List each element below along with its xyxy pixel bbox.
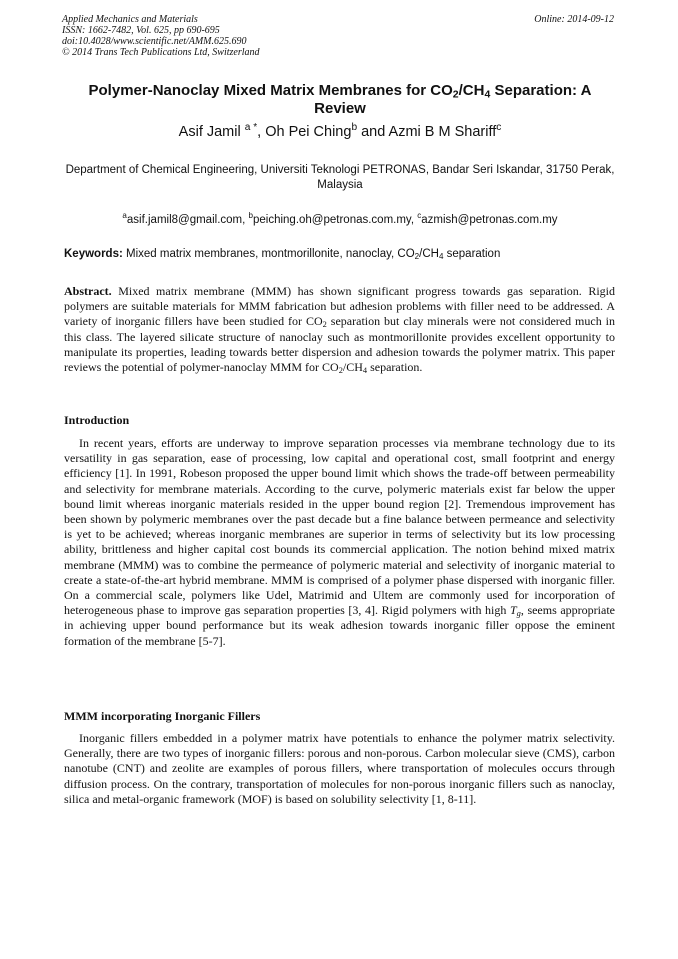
journal-issn: ISSN: 1662-7482, Vol. 625, pp 690-695 — [62, 25, 220, 36]
journal-copyright: © 2014 Trans Tech Publications Ltd, Switzerland — [62, 47, 260, 58]
author-list: Asif Jamil $^{a *}$, Oh Pei Ching$^b$ and Azmi B M Shariff$^c$ — [178, 121, 502, 140]
mmm-paragraph: Inorganic fillers embedded in a polymer matrix have potentials to enhance the polymer matrix selectivity. Generally, there are two types of inorganic fillers: porous and non-porous. Carbon molecular sieve (CMS), carbon nanotube (CNT) and zeolite are examples of porous fillers, where transportation of molecules occurs through diffusion process. On the contrary, transportation of molecules for non-porous inorganic fillers such as nanoclay, silica and metal-organic framework (MOF) is based on solubility selectivity [1, 8-11]. — [64, 731, 615, 806]
abstract-label: Abstract. — [64, 284, 112, 298]
section-heading-mmm: MMM incorporating Inorganic Fillers — [64, 709, 261, 723]
email-link[interactable]: peiching.oh@petronas.com.my, — [252, 214, 418, 226]
author-name: , Oh Pei Ching — [257, 124, 352, 140]
affiliation: Department of Chemical Engineering, Universiti Teknologi PETRONAS, Bandar Seri Iskandar, 31750 Perak, Malaysia — [65, 164, 615, 191]
author-emails: $^a$asif.jamil8@gmail.com, $^b$peiching.oh@petronas.com.my, $^c$azmish@petronas.com.my — [122, 211, 558, 226]
online-date: Online: 2014-09-12 — [534, 14, 614, 25]
author-name: and Azmi B M Shariff — [357, 124, 497, 140]
journal-doi: doi:10.4028/www.scientific.net/AMM.625.690 — [62, 36, 247, 47]
keywords-label: Keywords: — [64, 248, 123, 260]
journal-name: Applied Mechanics and Materials — [62, 14, 198, 25]
section-heading-introduction: Introduction — [64, 413, 130, 427]
abstract: Abstract. Mixed matrix membrane (MMM) has shown significant progress towards gas separation. Rigid polymers are suitable materials for MMM fabrication but adhesion problems with filler need to be addressed. A variety of inorganic fillers have been studied for $CO_2$ separation but clay minerals were not considered much in this class. The layered silicate structure of nanoclay such as montmorillonite provides excellent opportunity to manipulate its properties, leading towards better dispersion and adhesion towards the polymer matrix. This paper reviews the potential of polymer-nanoclay MMM for $CO_2/CH_4$ separation. — [64, 284, 615, 376]
email-link[interactable]: asif.jamil8@gmail.com, — [126, 214, 249, 226]
paper-title: Polymer-Nanoclay Mixed Matrix Membranes for $CO_2/CH_4$ Separation: A Review — [88, 82, 592, 117]
keywords: Keywords: Mixed matrix membranes, montmorillonite, nanoclay, $CO_2/CH_4$ separation — [64, 248, 501, 261]
author-name: Asif Jamil — [178, 124, 245, 140]
journal-header — [62, 14, 260, 58]
email-link[interactable]: azmish@petronas.com.my — [421, 214, 558, 226]
introduction-paragraph: In recent years, efforts are underway to improve separation processes via membrane technology due to its versatility in gas separation, ease of processing, low capital and operational cost, small footprint and energy efficiency [1]. In 1991, Robeson proposed the upper bound limit which shows the trade-off between permeability and selectivity for membrane materials. According to the curve, polymeric materials exist far below the upper bound limit whereas inorganic materials resided in the upper bound region [2]. Tremendous improvement has been shown by polymeric membranes over the past decade but a fine balance between permeance and selectivity is yet to be achieved; whereas inorganic membranes are superior in terms of selectivity but its low processing ability, brittleness and higher capital cost bounds its commercial application. The notion behind mixed matrix membrane (MMM) was to combine the permeance of polymeric material and selectivity of inorganic material to create a state-of-the-art hybrid membrane. MMM is comprised of a polymer phase dispersed with inorganic filler. On a commercial scale, polymers like Udel, Matrimid and Ultem are commonly used for incorporation of heterogeneous phase to improve gas separation properties [3, 4]. Rigid polymers with high $T_g$, seems appropriate in achieving upper bound performance but its weak adhesion towards inorganic filler oppose the eminent formation of the membrane [5-7]. — [64, 436, 615, 648]
